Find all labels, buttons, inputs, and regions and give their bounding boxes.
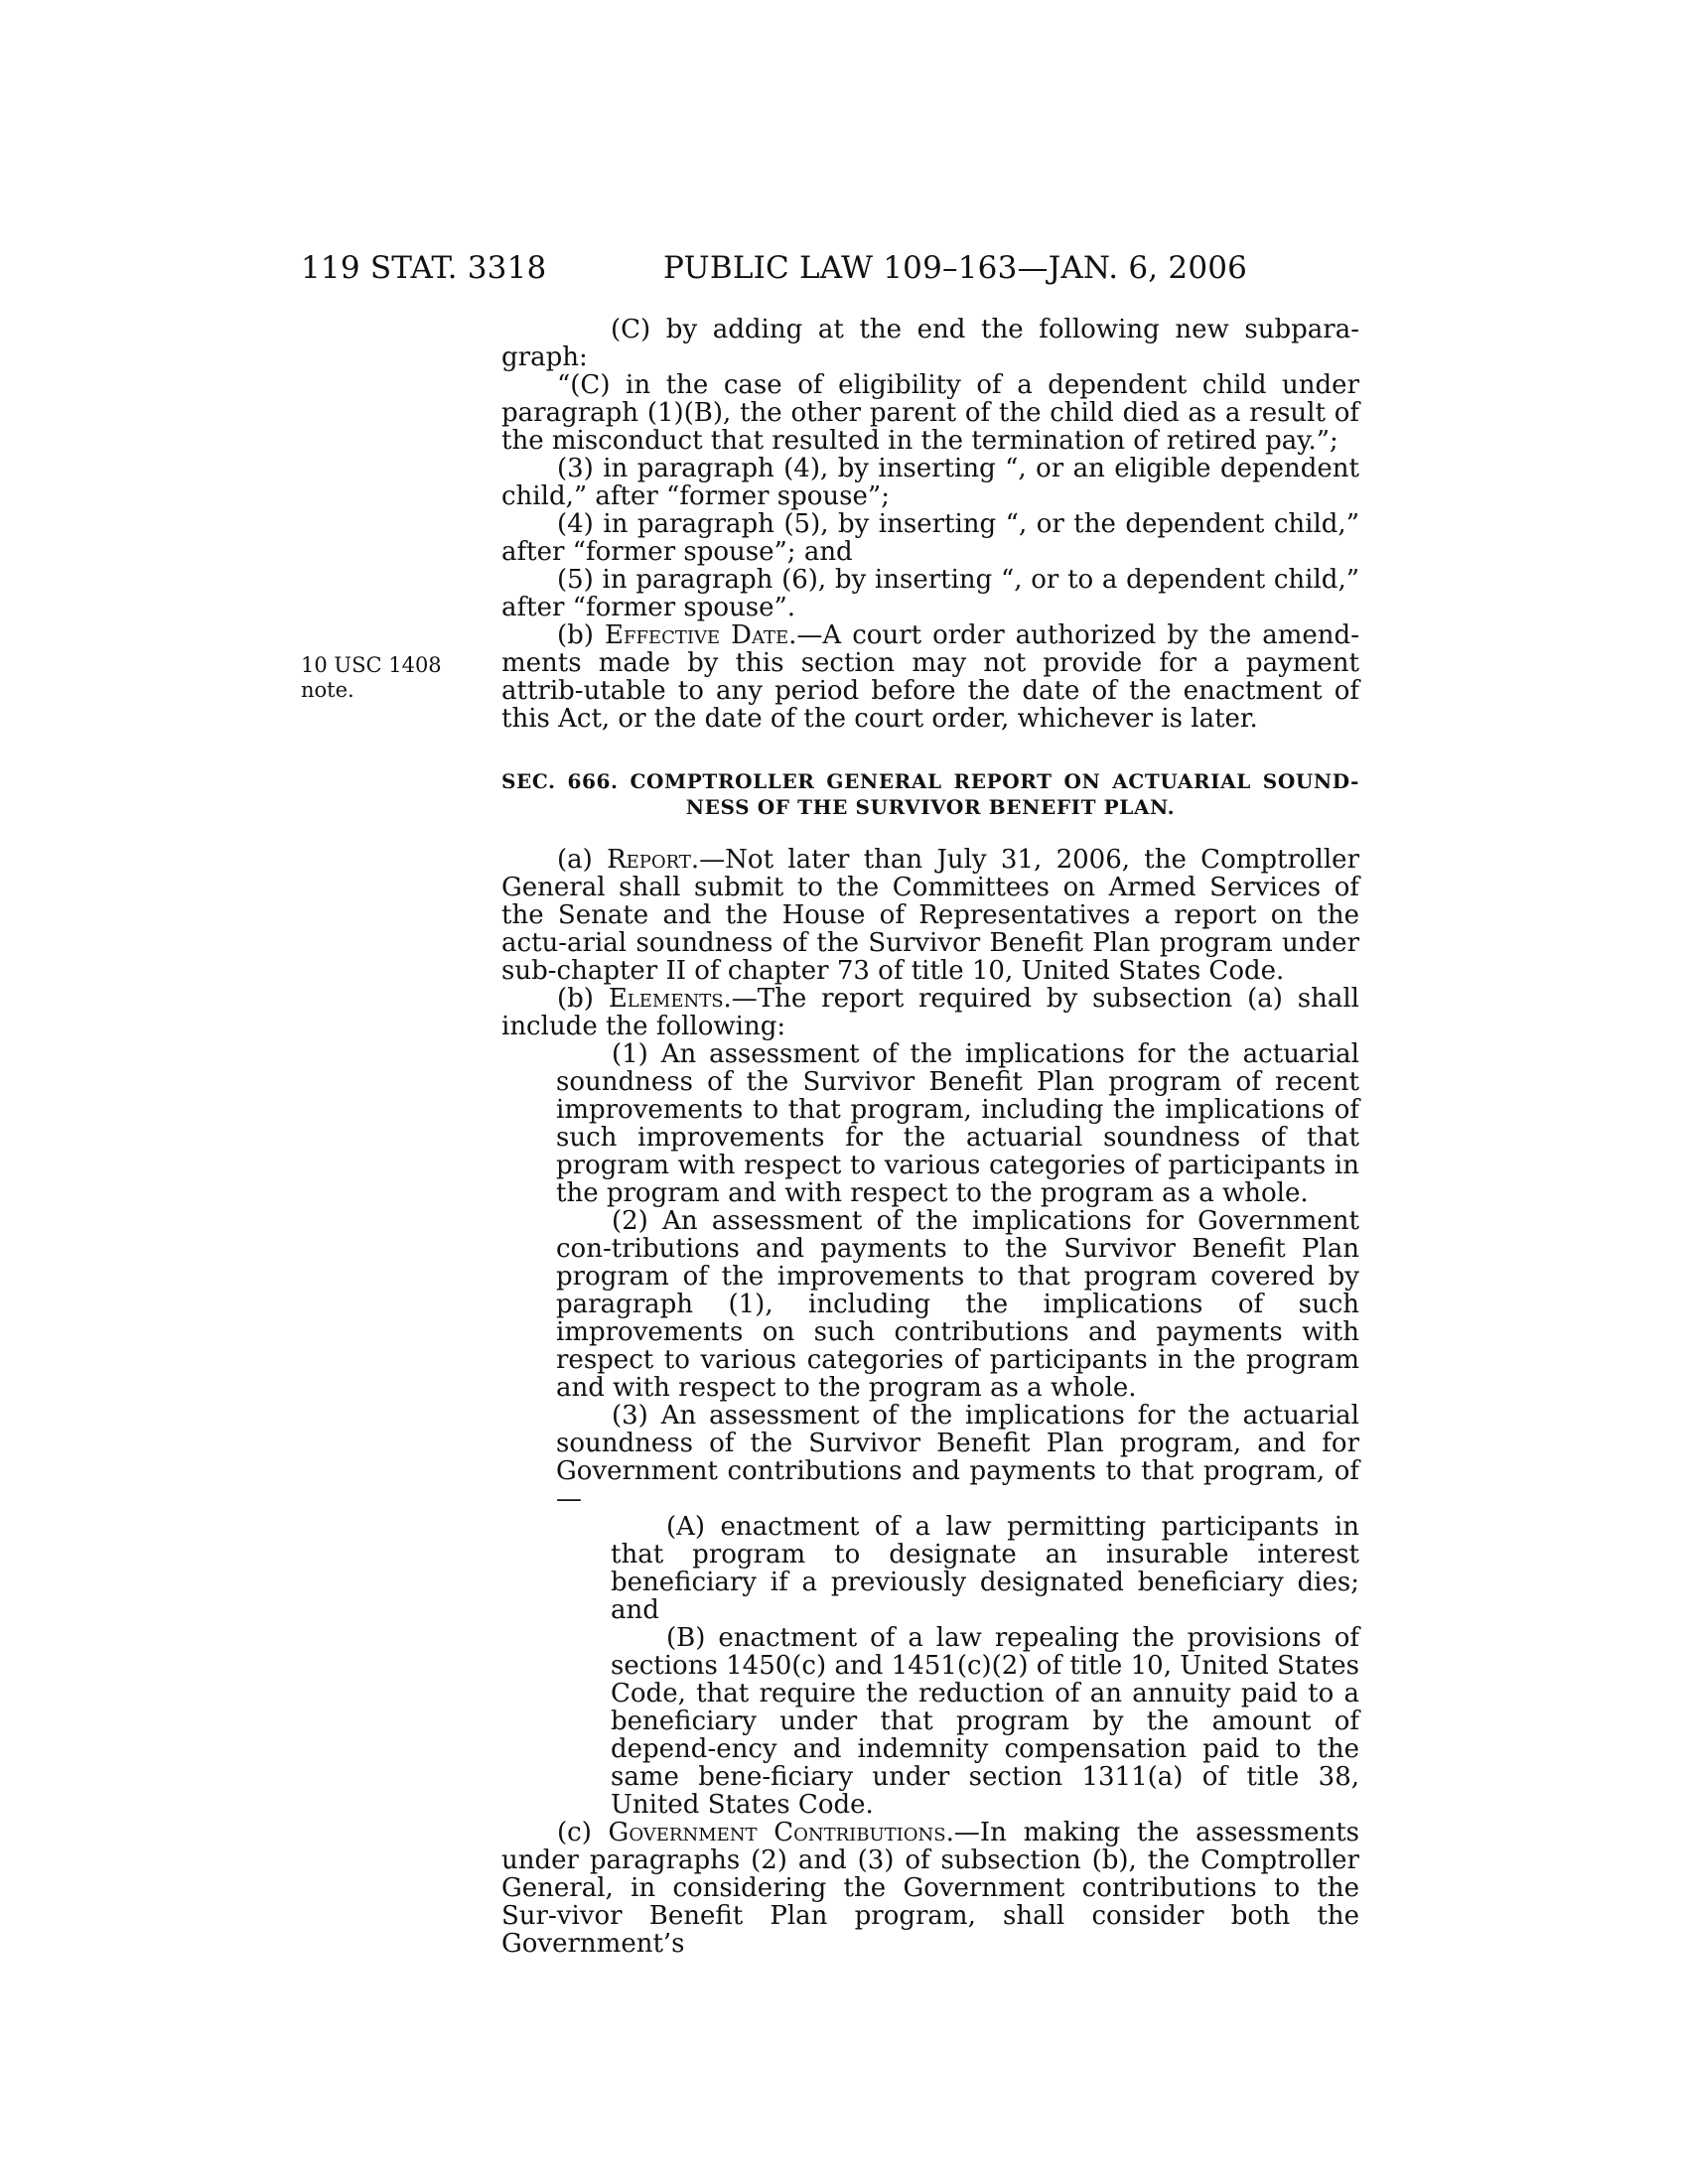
subsection-heading: Government Contributions <box>608 1818 946 1847</box>
paragraph: (5) in paragraph (6), by inserting “, or to a dependent child,” after “former spouse”. <box>501 565 1359 622</box>
subsection-text: .—The report required by subsection (a) shall include the following: <box>501 984 1359 1041</box>
margin-note-line: note. <box>301 678 354 702</box>
section-heading <box>501 768 1359 820</box>
subsection-heading: Effective Date <box>604 620 789 650</box>
subsection-heading: Elements <box>608 984 724 1014</box>
subsection-label: (b) <box>557 620 605 650</box>
body-text <box>501 316 1359 1958</box>
paragraph: (B) enactment of a law repealing the provisions of sections 1450(c) and 1451(c)(2) of title 10, United States Code, that require the reduction of an annuity paid to a beneficiary under that program by the amount of depend-ency and indemnity compensation paid to the same bene-ficiary under section 1311(a) of title 38, United States Code. <box>611 1623 1359 1820</box>
stat-reference: 119 STAT. 3318 <box>301 250 547 286</box>
subsection-text: .—A court order authorized by the amend-ments made by this section may not provide for a payment attrib-utable to any period before the date of the enactment of this Act, or the date of the court order, whichever is later. <box>501 620 1359 734</box>
paragraph: (3) An assessment of the implications for the actuarial soundness of the Survivor Benefit Plan program, and for Government contributions and payments to that program, of— <box>556 1401 1359 1514</box>
subsection-label: (c) <box>557 1818 609 1847</box>
paragraph: (C) by adding at the end the following new subpara-graph: <box>501 315 1359 372</box>
section-heading-line: NESS OF THE SURVIVOR BENEFIT PLAN. <box>685 795 1176 819</box>
paragraph: (4) in paragraph (5), by inserting “, or the dependent child,” after “former spouse”; and <box>501 509 1359 567</box>
section-heading-line: SEC. 666. COMPTROLLER GENERAL REPORT ON ACTUARIAL SOUND- <box>501 769 1359 793</box>
paragraph-elements <box>501 985 1359 1040</box>
subsection-label: (b) <box>557 984 609 1014</box>
margin-note <box>301 653 442 703</box>
subsection-heading: Report <box>607 845 691 875</box>
paragraph: (1) An assessment of the implications for the actuarial soundness of the Survivor Benefit Plan program of recent improvements to that program, including the implications of such improvements for the actuarial soundness of that program with respect to various categories of participants in the program and with respect to the program as a whole. <box>556 1039 1359 1208</box>
paragraph-government-contributions <box>501 1819 1359 1958</box>
margin-note-line: 10 USC 1408 <box>301 653 442 677</box>
paragraph-effective-date <box>501 621 1359 733</box>
paragraph-report <box>501 846 1359 985</box>
paragraph: (3) in paragraph (4), by inserting “, or an eligible dependent child,” after “former spouse”; <box>501 454 1359 511</box>
paragraph: (A) enactment of a law permitting participants in that program to designate an insurable interest beneficiary if a previously designated beneficiary dies; and <box>611 1512 1359 1625</box>
page-title: PUBLIC LAW 109–163—JAN. 6, 2006 <box>663 250 1248 286</box>
paragraph: (2) An assessment of the implications for Government con-tributions and payments to the Survivor Benefit Plan program of the improvements to that program covered by paragraph (1), including the implications of such improvements on such contributions and payments with respect to various categories of participants in the program and with respect to the program as a whole. <box>556 1206 1359 1403</box>
paragraph: “(C) in the case of eligibility of a dependent child under paragraph (1)(B), the other parent of the child died as a result of the misconduct that resulted in the termination of retired pay.”; <box>501 370 1359 456</box>
subsection-label: (a) <box>557 845 608 875</box>
subsection-text: .—Not later than July 31, 2006, the Comptroller General shall submit to the Committees on Armed Services of the Senate and the House of Representatives a report on the actu-arial soundness of the Survivor Benefit Plan program under sub-chapter II of chapter 73 of title 10, United States Code. <box>501 845 1359 986</box>
subsection-text: .—In making the assessments under paragraphs (2) and (3) of subsection (b), the Comptroller General, in considering the Government contributions to the Sur-vivor Benefit Plan program, shall consider both the Government’s <box>501 1818 1360 1959</box>
